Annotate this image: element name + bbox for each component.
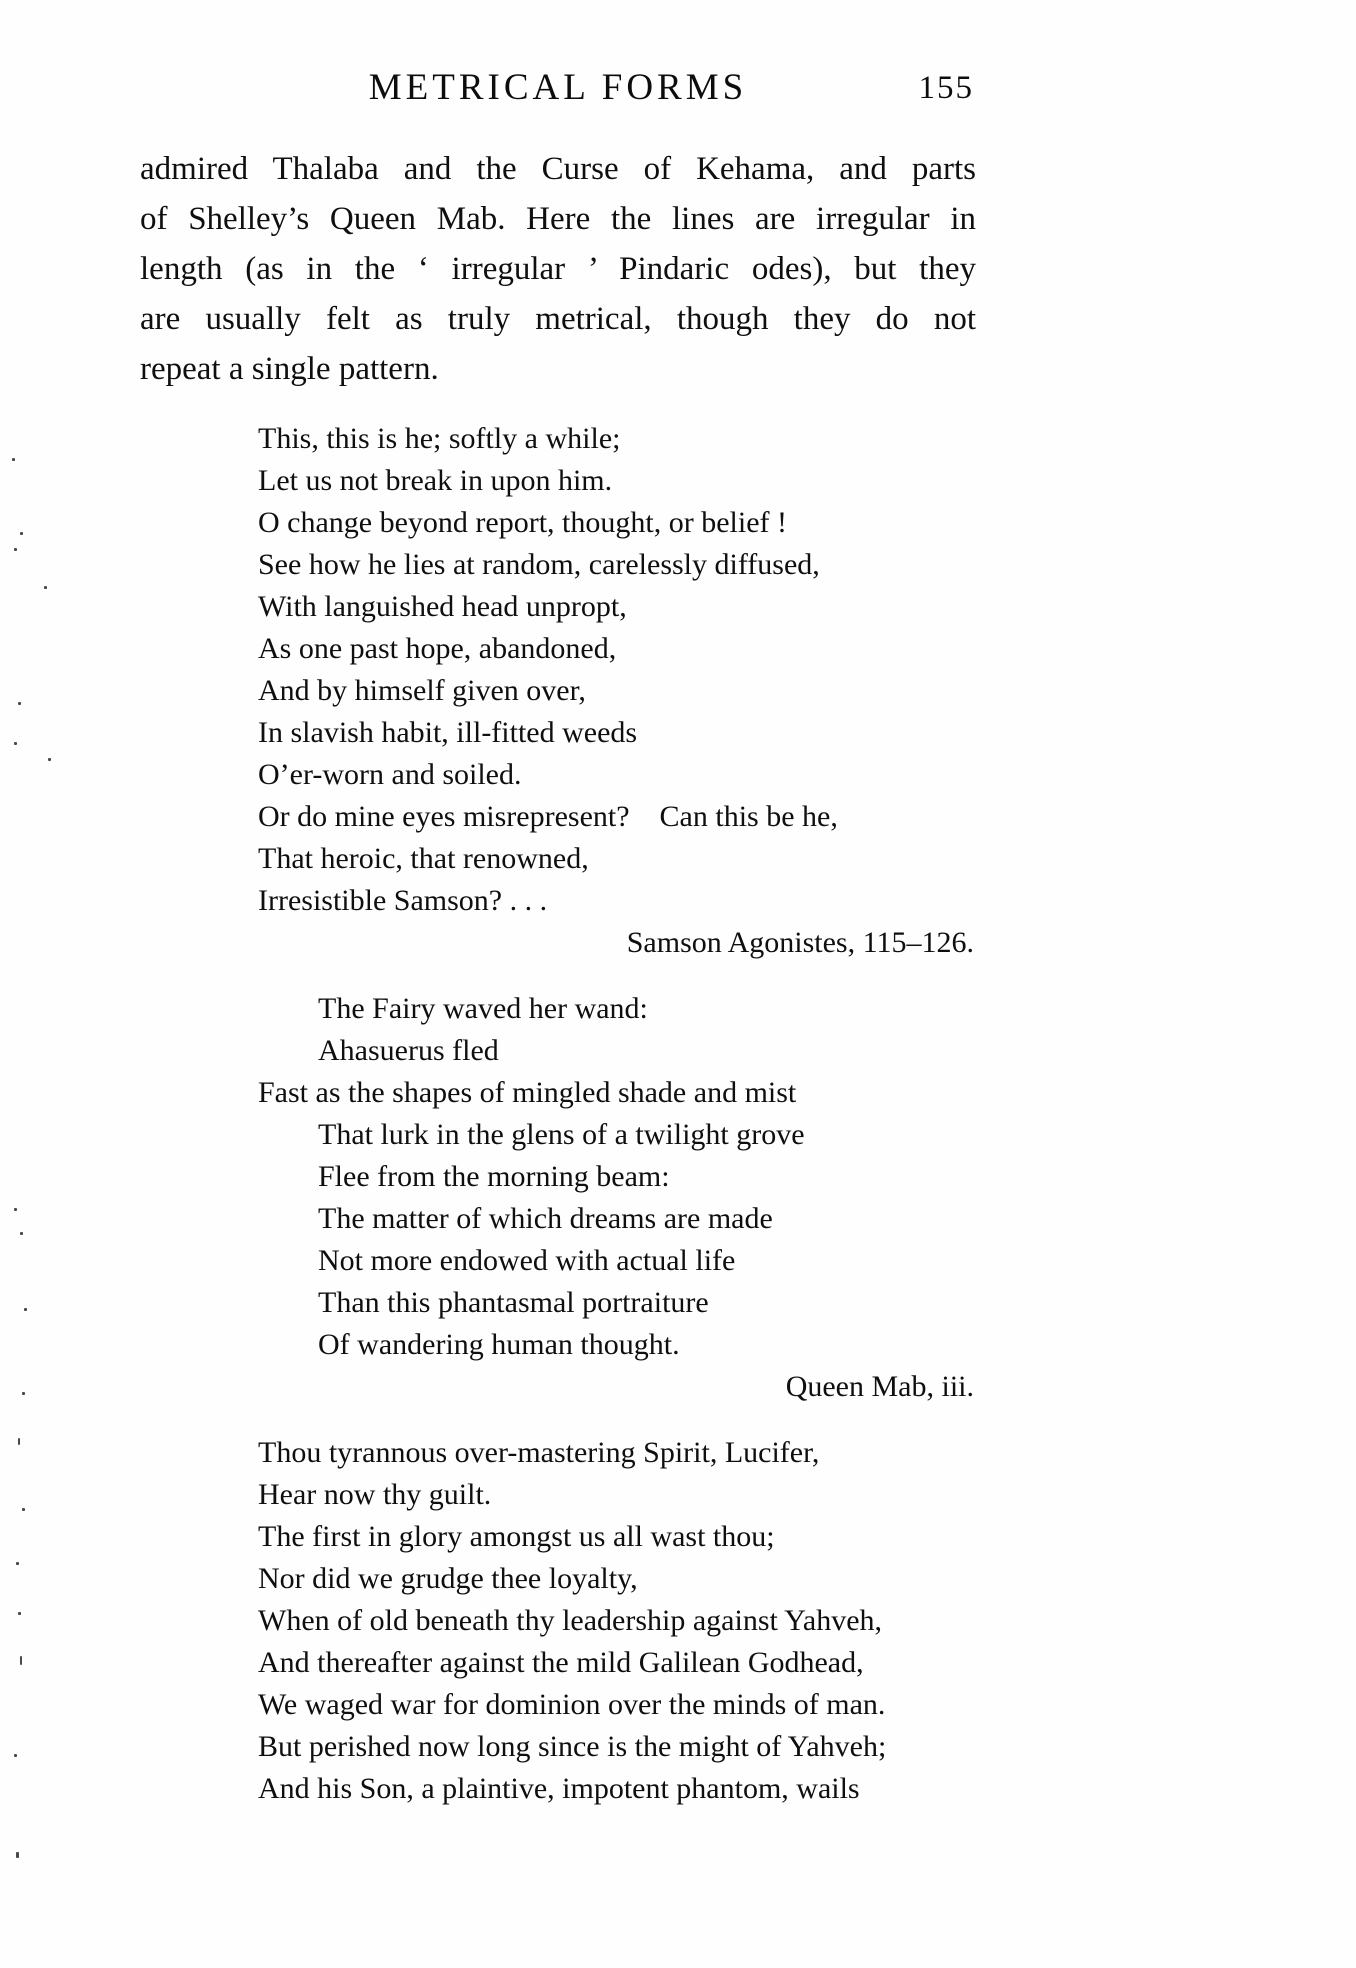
verse-line: Thou tyrannous over-mastering Spirit, Lucifer,: [258, 1436, 820, 1469]
page-content: [140, 66, 976, 1810]
running-head-title: METRICAL FORMS: [368, 67, 748, 108]
paragraph-line: of Shelley’s Queen Mab. Here the lines are irregular in: [140, 201, 976, 237]
verse-line: The Fairy waved her wand:: [318, 992, 648, 1025]
verse-line: Hear now thy guilt.: [258, 1478, 492, 1511]
poem-samson-agonistes: [140, 418, 976, 964]
verse-line: That lurk in the glens of a twilight grove: [318, 1118, 805, 1151]
verse-line: And his Son, a plaintive, impotent phantom, wails: [258, 1772, 860, 1805]
paragraph-line: repeat a single pattern.: [140, 351, 439, 387]
verse-line: Than this phantasmal portraiture: [318, 1286, 709, 1319]
verse-line: The matter of which dreams are made: [318, 1202, 773, 1235]
verse-line: Irresistible Samson? . . .: [258, 884, 548, 917]
paragraph-line: admired Thalaba and the Curse of Kehama, and parts: [140, 151, 976, 187]
poem-attribution: Samson Agonistes, 115–126.: [626, 926, 974, 959]
verse-line: Of wandering human thought.: [318, 1328, 680, 1361]
verse-line: This, this is he; softly a while;: [258, 422, 621, 455]
verse-line: And by himself given over,: [258, 674, 586, 707]
verse-line: In slavish habit, ill-fitted weeds: [258, 716, 638, 749]
scan-artifacts: [0, 0, 2, 2]
paragraph-line: length (as in the ‘ irregular ’ Pindaric odes), but they: [140, 251, 976, 287]
verse-line: O’er-worn and soiled.: [258, 758, 522, 791]
verse-line: We waged war for dominion over the minds of man.: [258, 1688, 886, 1721]
verse-line: Nor did we grudge thee loyalty,: [258, 1562, 638, 1595]
poem-queen-mab: [140, 988, 976, 1408]
verse-line: That heroic, that renowned,: [258, 842, 589, 875]
verse-line: With languished head unpropt,: [258, 590, 627, 623]
poem-lucifer: [140, 1432, 976, 1810]
page-header: [140, 66, 976, 118]
verse-line: When of old beneath thy leadership against Yahveh,: [258, 1604, 883, 1637]
poem-attribution: Queen Mab, iii.: [785, 1370, 974, 1403]
verse-line: O change beyond report, thought, or belief !: [258, 506, 787, 539]
verse-line: And thereafter against the mild Galilean Godhead,: [258, 1646, 864, 1679]
verse-line: See how he lies at random, carelessly diffused,: [258, 548, 820, 581]
intro-paragraph: [140, 144, 976, 394]
verse-line: But perished now long since is the might of Yahveh;: [258, 1730, 887, 1763]
verse-line: Fast as the shapes of mingled shade and mist: [258, 1076, 797, 1109]
verse-line: As one past hope, abandoned,: [258, 632, 617, 665]
page-number: 155: [918, 70, 974, 106]
verse-line: Let us not break in upon him.: [258, 464, 613, 497]
verse-line: Flee from the morning beam:: [318, 1160, 670, 1193]
verse-line: Not more endowed with actual life: [318, 1244, 736, 1277]
paragraph-line: are usually felt as truly metrical, though they do not: [140, 301, 976, 337]
verse-line: Ahasuerus fled: [318, 1034, 499, 1067]
verse-line: Or do mine eyes misrepresent? Can this be he,: [258, 800, 838, 833]
verse-line: The first in glory amongst us all wast thou;: [258, 1520, 775, 1553]
